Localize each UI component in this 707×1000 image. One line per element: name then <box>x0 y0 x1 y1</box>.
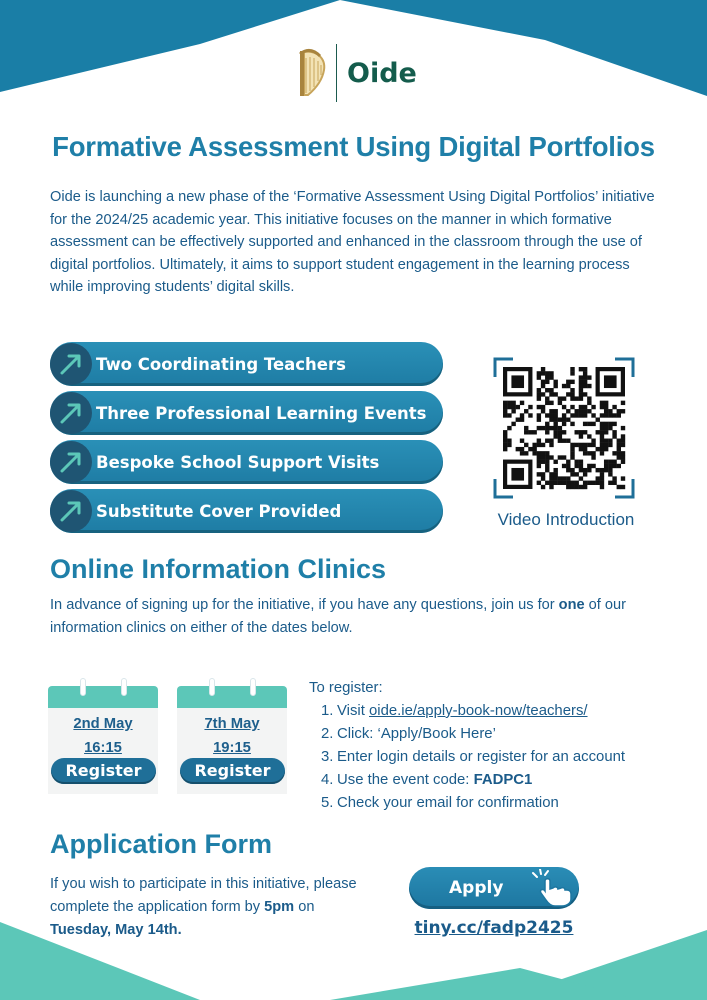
register-steps <box>321 700 679 815</box>
feature-list <box>50 342 443 538</box>
page-title: Formative Assessment Using Digital Portfolios <box>52 131 655 162</box>
clinic-date[interactable]: 2nd May 16:15 <box>73 716 133 756</box>
clinics-paragraph: In advance of signing up for the initiative, if you have any questions, join us for one of our information clinics on either of the dates below. <box>50 597 626 636</box>
list-item: 3. Enter login details or register for an account <box>321 749 626 765</box>
logo-divider <box>336 44 337 102</box>
calendar-card <box>48 678 158 794</box>
arrow-up-right-icon <box>50 441 92 483</box>
register-heading: To register: <box>309 680 383 696</box>
feature-label: Bespoke School Support Visits <box>96 452 380 472</box>
list-item: 5. Check your email for confirmation <box>321 795 559 811</box>
feature-pill <box>50 342 443 386</box>
calendar-header <box>177 686 287 708</box>
clinic-date[interactable]: 7th May 19:15 <box>204 716 260 756</box>
qr-code-icon[interactable] <box>493 357 635 499</box>
calendar-ring <box>121 678 127 696</box>
calendar-card <box>177 678 287 794</box>
application-link[interactable]: tiny.cc/fadp2425 <box>414 918 574 938</box>
qr-caption: Video Introduction <box>497 510 635 529</box>
application-paragraph: If you wish to participate in this initiative, please complete the application form by 5pm on Tuesday, May 14th. <box>50 876 357 938</box>
feature-label: Two Coordinating Teachers <box>96 354 346 374</box>
application-heading: Application Form <box>50 829 272 859</box>
register-button[interactable]: Register <box>51 758 156 784</box>
calendar-ring <box>80 678 86 696</box>
register-instructions <box>309 677 679 815</box>
pointing-hand-icon <box>531 869 575 907</box>
list-item: 1. Visit oide.ie/apply-book-now/teachers/ <box>321 703 588 719</box>
list-item: 4. Use the event code: FADPC1 <box>321 772 533 788</box>
feature-label: Substitute Cover Provided <box>96 501 342 521</box>
feature-label: Three Professional Learning Events <box>96 403 427 423</box>
calendar-ring <box>250 678 256 696</box>
calendar-header <box>48 686 158 708</box>
apply-button[interactable] <box>409 867 579 909</box>
list-item: 2. Click: ‘Apply/Book Here’ <box>321 726 496 742</box>
arrow-up-right-icon <box>50 392 92 434</box>
register-button[interactable]: Register <box>180 758 285 784</box>
oide-booking-link[interactable]: oide.ie/apply-book-now/teachers/ <box>369 703 588 719</box>
brand-name: Oide <box>347 57 417 89</box>
oide-logo <box>296 44 417 102</box>
calendar-ring <box>209 678 215 696</box>
harp-icon <box>296 48 328 98</box>
apply-button-label: Apply <box>449 878 504 898</box>
intro-paragraph: Oide is launching a new phase of the ‘Formative Assessment Using Digital Portfolios’ initiative for the 2024/25 academic year. This initiative focuses on the manner in which formative assessment can be effectively supported and enhanced in the classroom through the use of digital portfolios. Ultimately, it aims to support student engagement in the learning process while improving students’ digital skills. <box>50 189 655 296</box>
feature-pill <box>50 440 443 484</box>
clinics-heading: Online Information Clinics <box>50 554 387 584</box>
arrow-up-right-icon <box>50 490 92 532</box>
arrow-up-right-icon <box>50 343 92 385</box>
feature-pill <box>50 391 443 435</box>
feature-pill <box>50 489 443 533</box>
event-code: FADPC1 <box>473 772 533 788</box>
